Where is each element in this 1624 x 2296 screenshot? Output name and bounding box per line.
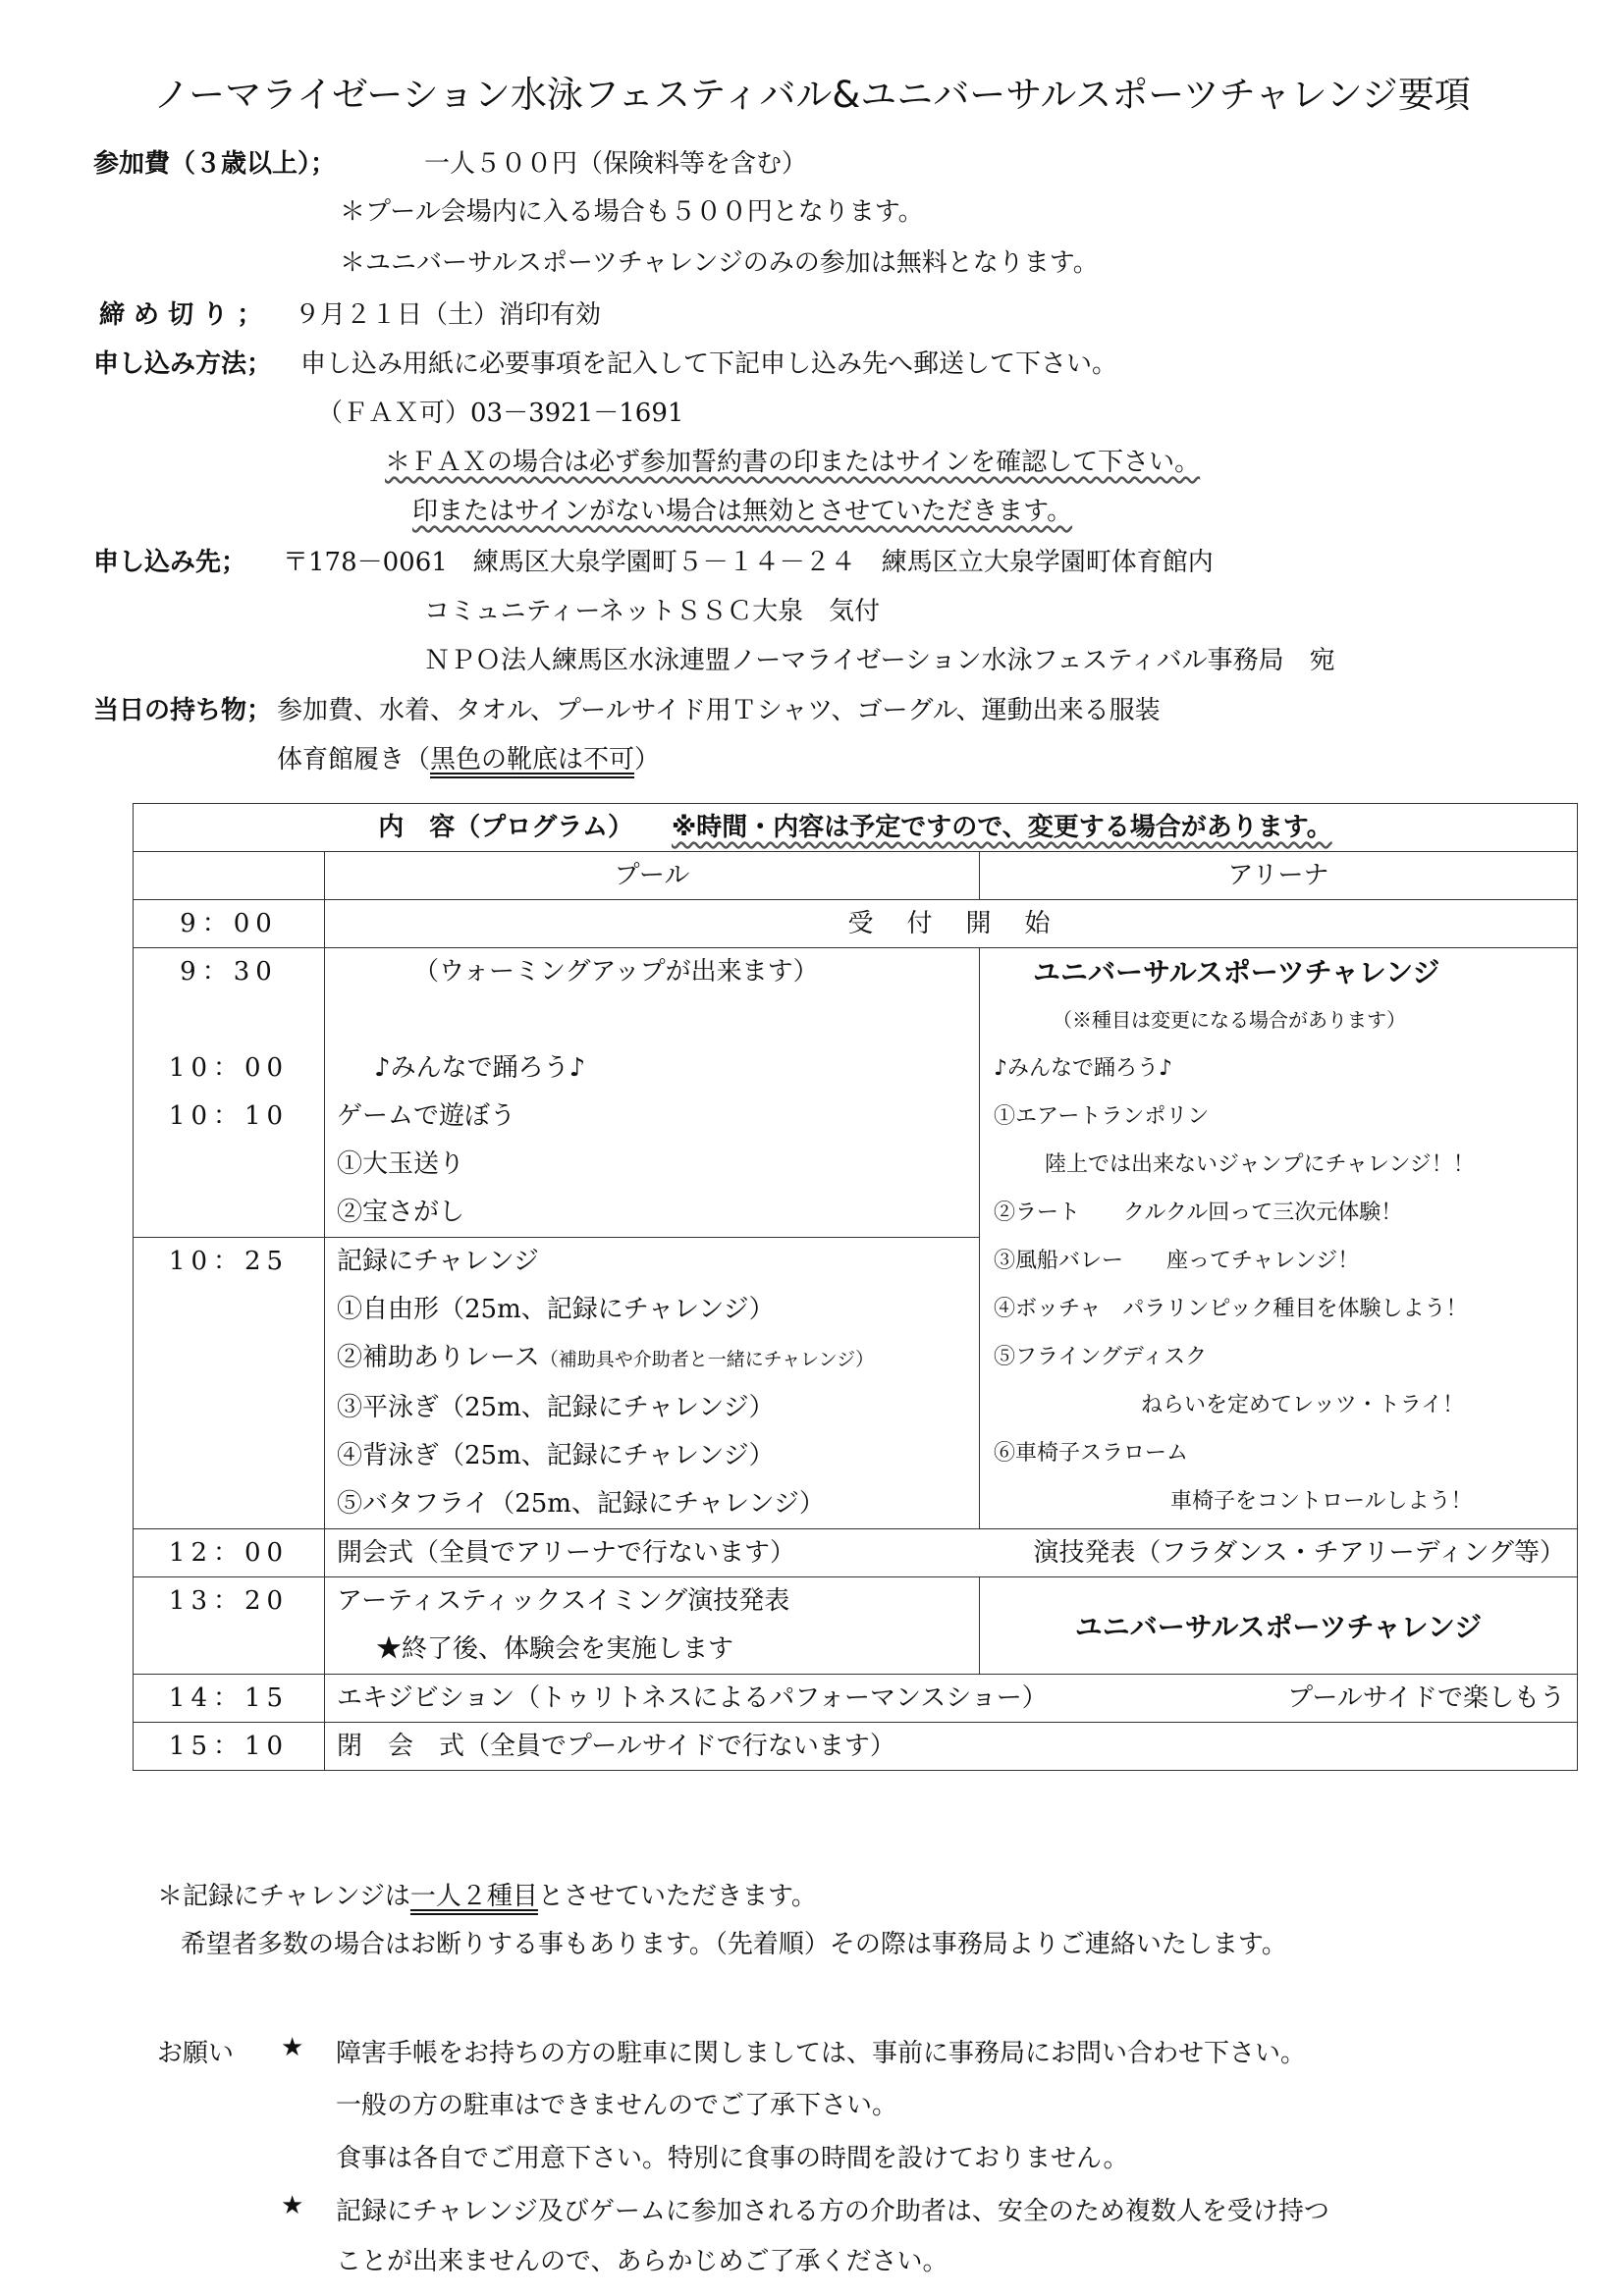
address-label: 申し込み先； bbox=[93, 548, 247, 577]
address-line-2: コミュニティーネットＳＳＣ大泉 気付 bbox=[424, 597, 881, 626]
fax-note-1: ＊ＦＡＸの場合は必ず参加誓約書の印またはサインを確認して下さい。 bbox=[385, 448, 1201, 477]
deadline-value: ９月２１日（土）消印有効 bbox=[295, 300, 602, 330]
program-header: 内 容（プログラム） ※時間・内容は予定ですので、変更する場合があります。 bbox=[134, 804, 1578, 852]
method-label: 申し込み方法； bbox=[93, 349, 273, 379]
page-title: ノーマライゼーション水泳フェスティバル&ユニバーサルスポーツチャレンジ要項 bbox=[153, 74, 1471, 116]
time-cell: 9：30 10：00 10：10 bbox=[134, 948, 325, 1238]
method-value: 申し込み用紙に必要事項を記入して下記申し込み先へ郵送して下さい。 bbox=[300, 349, 1118, 379]
requests-label: お願い bbox=[157, 2039, 235, 2068]
belongings-label: 当日の持ち物； bbox=[93, 696, 273, 725]
fee-note-2: ＊ユニバーサルスポーツチャレンジのみの参加は無料となります。 bbox=[340, 248, 1099, 278]
shoe-restriction: 黒色の靴底は不可 bbox=[430, 745, 635, 774]
column-pool: プール bbox=[325, 852, 980, 900]
artistic-swimming-cell: アーティスティックスイミング演技発表 ★終了後、体験会を実施します bbox=[325, 1577, 980, 1675]
arena-afternoon-cell: ユニバーサルスポーツチャレンジ bbox=[980, 1577, 1578, 1675]
request-1c: 食事は各自でご用意下さい。特別に食事の時間を設けておりません。 bbox=[336, 2144, 1129, 2173]
belongings-line-2: 体育館履き（黒色の靴底は不可） bbox=[277, 745, 661, 774]
table-row bbox=[134, 1675, 1578, 1723]
pool-record-cell: 記録にチャレンジ ①自由形（25m、記録にチャレンジ） ②補助ありレース（補助具や介助者と一緒にチャレンジ） ③平泳ぎ（25m、記録にチャレンジ） ④背泳ぎ（25m、記録にチャレンジ） ⑤バタフライ（25m、記録にチャレンジ） bbox=[325, 1238, 980, 1529]
time-cell: 14：15 bbox=[134, 1675, 325, 1723]
table-row bbox=[134, 1529, 1578, 1577]
notes-line-1: ＊記録にチャレンジは一人２種目とさせていただきます。 bbox=[157, 1882, 817, 1911]
table-row bbox=[134, 948, 1578, 1238]
program-table bbox=[133, 803, 1578, 1771]
arena-cell: ユニバーサルスポーツチャレンジ （※種目は変更になる場合があります） ♪みんなで踊ろう♪ ①エアートランポリン 陸上では出来ないジャンプにチャレンジ！！ ②ラート クルクル回って三次元体験！ ③風船バレー 座ってチャレンジ！ ④ボッチャ パラリンピック種目を体験しよう！ ⑤フライングディスク ねらいを定めてレッツ・トライ！ ⑥車椅子スラローム 車椅子をコントロールしよう！ bbox=[980, 948, 1578, 1529]
deadline-label: 締 め 切 り ； bbox=[99, 300, 263, 330]
closing-ceremony-cell: 閉 会 式（全員でプールサイドで行ないます） bbox=[325, 1723, 1578, 1771]
request-1a: 障害手帳をお持ちの方の駐車に関しましては、事前に事務局にお問い合わせ下さい。 bbox=[336, 2039, 1307, 2068]
table-row bbox=[134, 1723, 1578, 1771]
reception-cell: 受 付 開 始 bbox=[325, 900, 1578, 948]
fax-note-2: 印またはサインがない場合は無効とさせていただきます。 bbox=[412, 497, 1073, 526]
exhibition-cell: エキジビション（トゥリトネスによるパフォーマンスショー） プールサイドで楽しもう bbox=[325, 1675, 1578, 1723]
program-column-row bbox=[134, 852, 1578, 900]
fee-label: 参加費（３歳以上）； bbox=[93, 149, 337, 179]
table-row bbox=[134, 900, 1578, 948]
column-arena: アリーナ bbox=[980, 852, 1578, 900]
fee-note-1: ＊プール会場内に入る場合も５００円となります。 bbox=[340, 197, 924, 227]
belongings-line-1: 参加費、水着、タオル、プールサイド用Ｔシャツ、ゴーグル、運動出来る服装 bbox=[277, 696, 1161, 725]
program-header-row bbox=[134, 804, 1578, 852]
request-2a: 記録にチャレンジ及びゲームに参加される方の介助者は、安全のため複数人を受け持つ bbox=[336, 2197, 1329, 2226]
notes-line-2: 希望者多数の場合はお断りする事もあります。（先着順）その際は事務局よりご連絡いたします。 bbox=[181, 1930, 1287, 1959]
time-cell: 9：00 bbox=[134, 900, 325, 948]
table-row bbox=[134, 1577, 1578, 1675]
fax-number: （ＦＡＸ可）03－3921－1691 bbox=[317, 399, 684, 428]
fee-value: 一人５００円（保険料等を含む） bbox=[424, 149, 808, 179]
address-line-1: 〒178－0061 練馬区大泉学園町５－１４－２４ 練馬区立大泉学園町体育館内 bbox=[283, 548, 1214, 577]
request-1b: 一般の方の駐車はできませんのでご了承下さい。 bbox=[336, 2091, 898, 2120]
opening-ceremony-cell: 開会式（全員でアリーナで行ないます） 演技発表（フラダンス・チアリーディング等） bbox=[325, 1529, 1578, 1577]
time-cell: 12：00 bbox=[134, 1529, 325, 1577]
star-icon: ★ bbox=[281, 2033, 304, 2062]
time-cell: 13：20 bbox=[134, 1577, 325, 1675]
pool-morning-cell: （ウォーミングアップが出来ます） ♪みんなで踊ろう♪ ゲームで遊ぼう ①大玉送り ②宝さがし bbox=[325, 948, 980, 1238]
star-icon: ★ bbox=[281, 2191, 304, 2220]
request-2b: ことが出来ませんので、あらかじめご了承ください。 bbox=[336, 2247, 948, 2276]
limit-emphasis: 一人２種目 bbox=[409, 1882, 538, 1911]
time-cell: 15：10 bbox=[134, 1723, 325, 1771]
address-line-3: ＮＰＯ法人練馬区水泳連盟ノーマライゼーション水泳フェスティバル事務局 宛 bbox=[424, 646, 1335, 675]
time-cell: 10：25 bbox=[134, 1238, 325, 1529]
